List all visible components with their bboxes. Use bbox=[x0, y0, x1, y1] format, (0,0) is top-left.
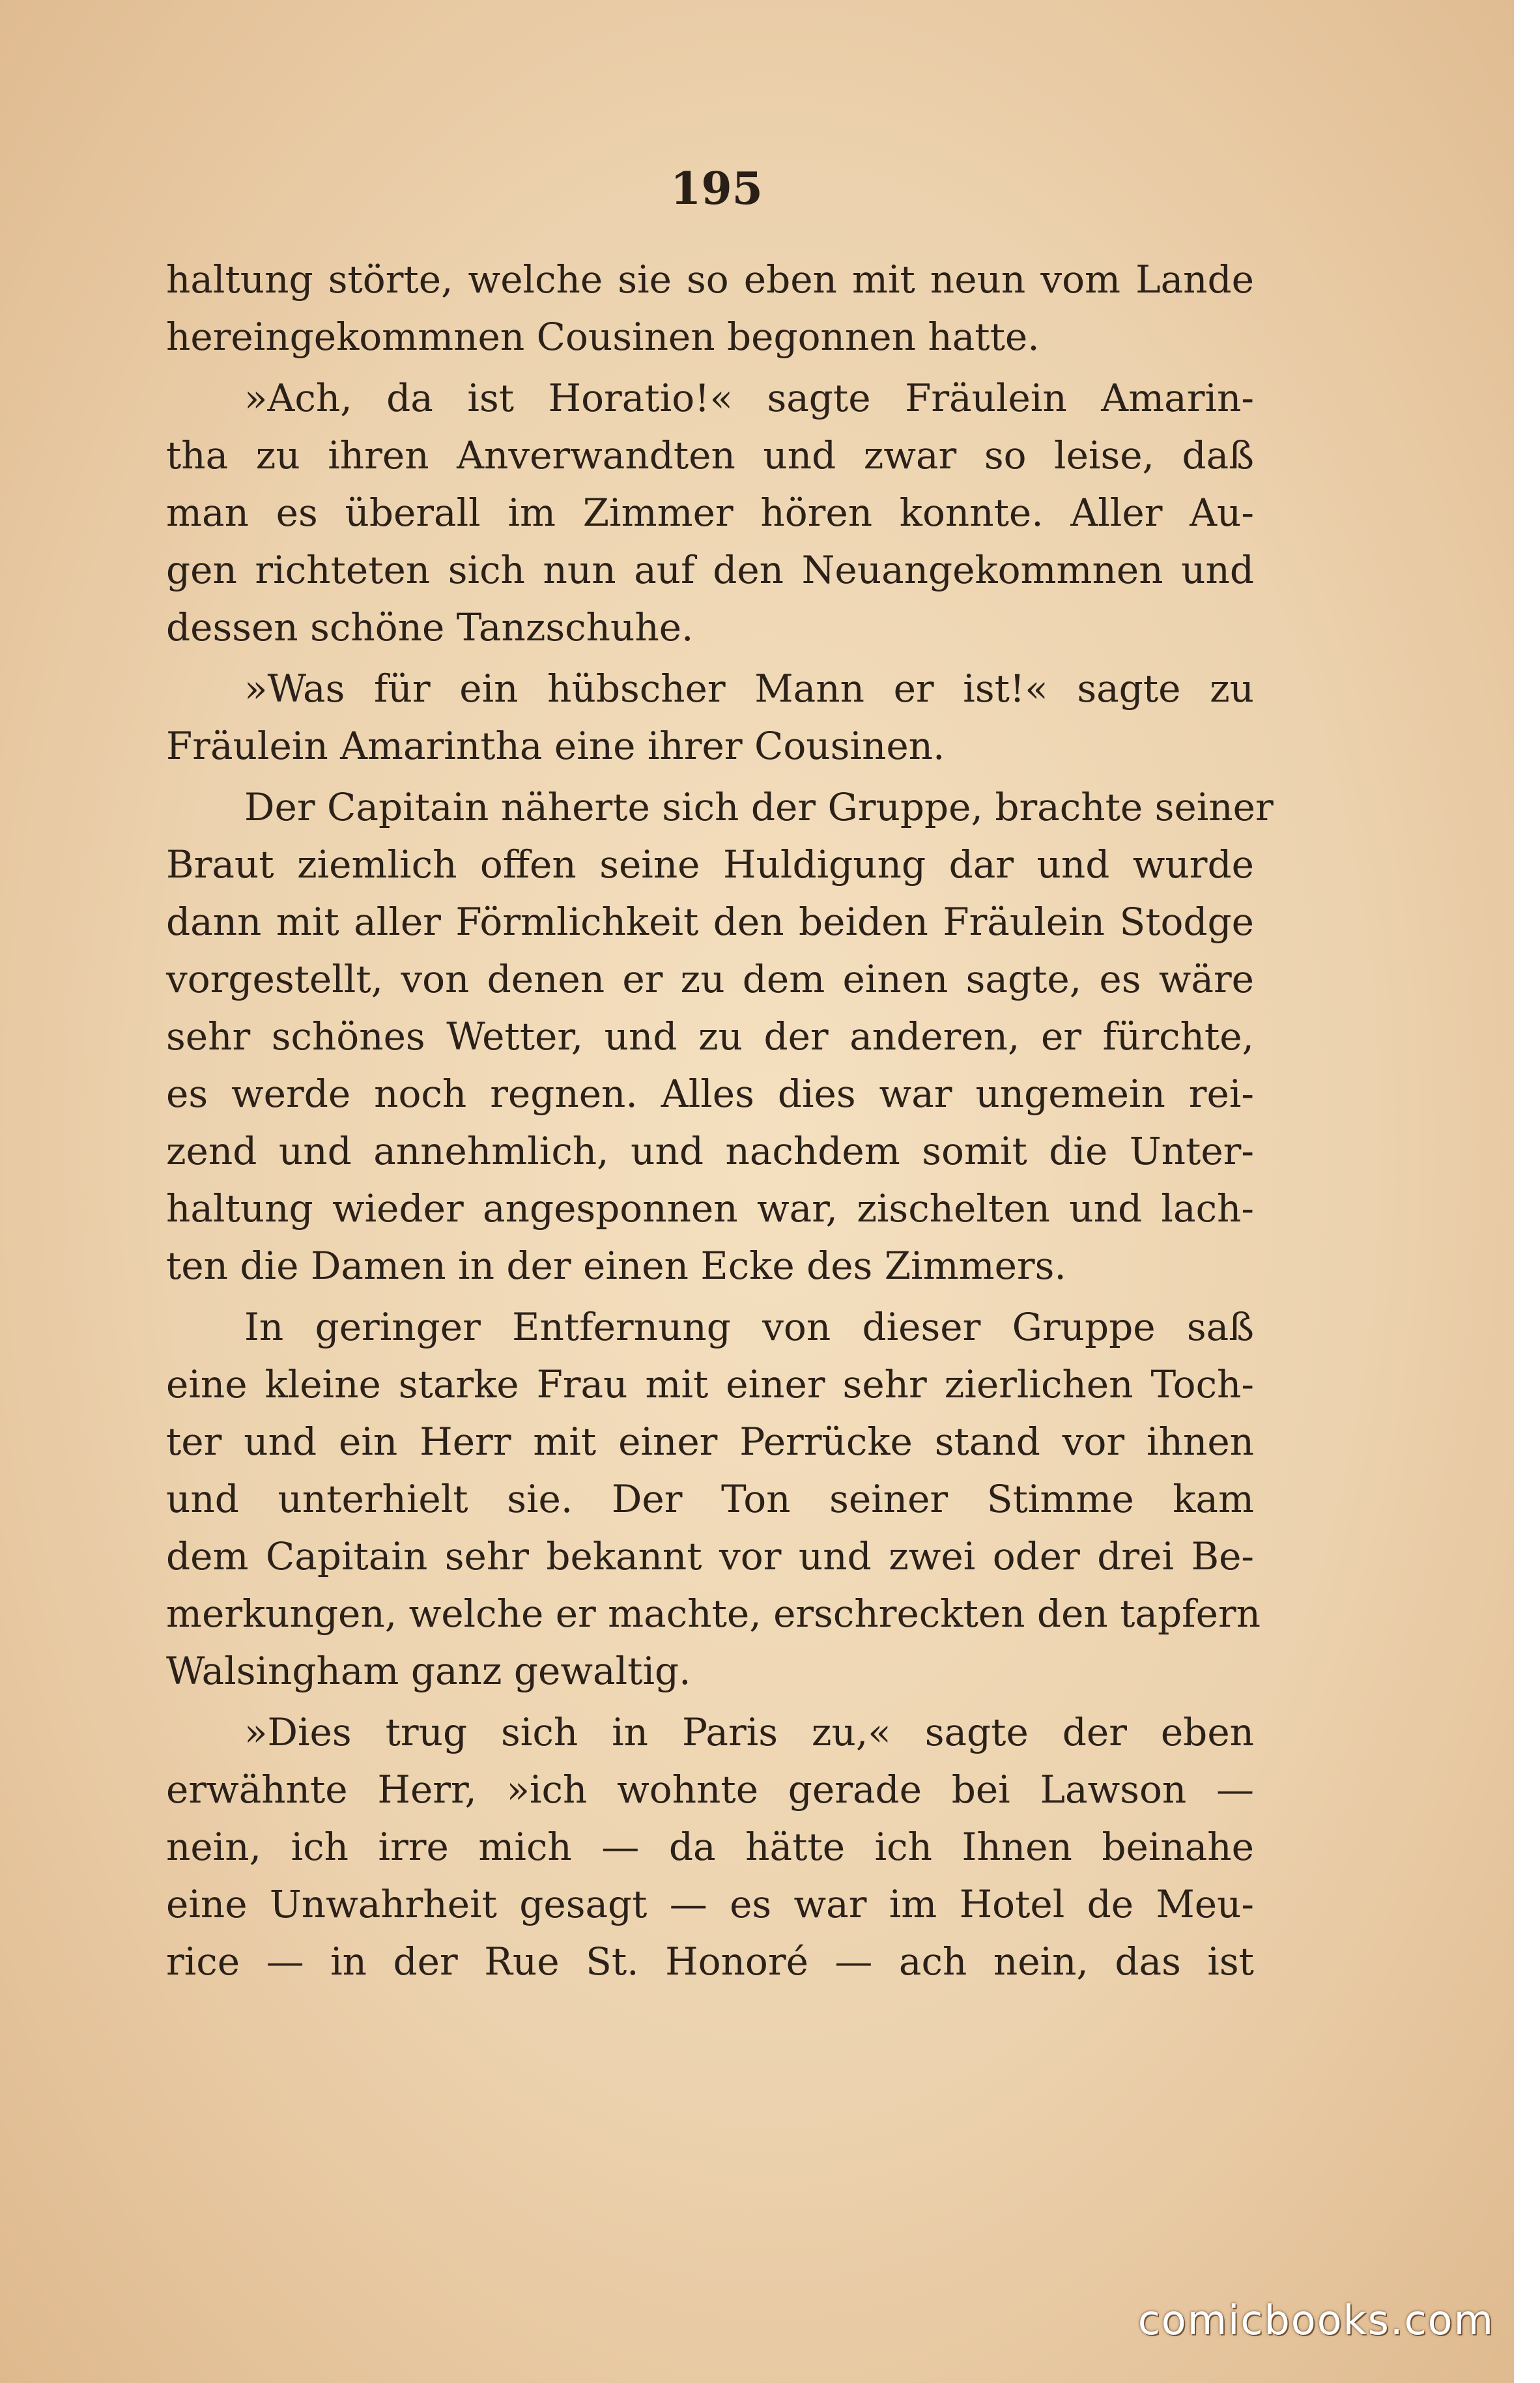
scan-margin bbox=[1514, 0, 1540, 2383]
text-line: haltung störte, welche sie so eben mit neun vom Lande bbox=[166, 257, 1254, 302]
text-line: dann mit aller Förmlichkeit den beiden Fräulein Stodge bbox=[166, 900, 1254, 944]
watermark: comicbooks.com bbox=[1137, 2296, 1494, 2344]
text-line: vorgestellt, von denen er zu dem einen sagte, es wäre bbox=[166, 957, 1254, 1001]
text-line: gen richteten sich nun auf den Neuangekommnen und bbox=[166, 548, 1254, 592]
text-line: es werde noch regnen. Alles dies war ungemein rei- bbox=[166, 1072, 1254, 1116]
text-line: In geringer Entfernung von dieser Gruppe saß bbox=[244, 1305, 1254, 1349]
text-line: tha zu ihren Anverwandten und zwar so leise, daß bbox=[166, 433, 1254, 478]
text-line: eine kleine starke Frau mit einer sehr zierlichen Toch- bbox=[166, 1362, 1254, 1406]
text-line: sehr schönes Wetter, und zu der anderen, er fürchte, bbox=[166, 1014, 1254, 1059]
text-line: merkungen, welche er machte, erschreckten den tapfern bbox=[166, 1591, 1261, 1636]
text-line: Braut ziemlich offen seine Huldigung dar und wurde bbox=[166, 842, 1254, 887]
text-line: hereingekommnen Cousinen begonnen hatte. bbox=[166, 315, 1040, 359]
text-line: erwähnte Herr, »ich wohnte gerade bei Lawson — bbox=[166, 1767, 1254, 1812]
text-line: nein, ich irre mich — da hätte ich Ihnen beinahe bbox=[166, 1825, 1254, 1869]
text-line: zend und annehmlich, und nachdem somit die Unter- bbox=[166, 1129, 1254, 1173]
text-line: ten die Damen in der einen Ecke des Zimmers. bbox=[166, 1244, 1066, 1288]
text-line: Der Capitain näherte sich der Gruppe, brachte seiner bbox=[244, 785, 1274, 829]
text-line: haltung wieder angesponnen war, zischelten und lach- bbox=[166, 1186, 1254, 1231]
text-line: rice — in der Rue St. Honoré — ach nein, das ist bbox=[166, 1939, 1254, 1984]
text-line: man es überall im Zimmer hören konnte. Aller Au- bbox=[166, 491, 1254, 535]
text-line: »Was für ein hübscher Mann er ist!« sagte zu bbox=[244, 666, 1254, 711]
text-line: Walsingham ganz gewaltig. bbox=[166, 1649, 691, 1693]
text-line: und unterhielt sie. Der Ton seiner Stimme kam bbox=[166, 1477, 1254, 1521]
body-text bbox=[166, 251, 1274, 1990]
text-line: »Dies trug sich in Paris zu,« sagte der eben bbox=[244, 1710, 1254, 1754]
text-line: eine Unwahrheit gesagt — es war im Hotel de Meu- bbox=[166, 1882, 1254, 1926]
text-line: dessen schöne Tanzschuhe. bbox=[166, 605, 694, 649]
page-number: 195 bbox=[670, 163, 763, 215]
text-line: Fräulein Amarintha eine ihrer Cousinen. bbox=[166, 724, 945, 768]
text-line: dem Capitain sehr bekannt vor und zwei oder drei Be- bbox=[166, 1534, 1254, 1578]
text-line: ter und ein Herr mit einer Perrücke stand vor ihnen bbox=[166, 1420, 1254, 1464]
text-line: »Ach, da ist Horatio!« sagte Fräulein Amarin- bbox=[244, 376, 1254, 420]
